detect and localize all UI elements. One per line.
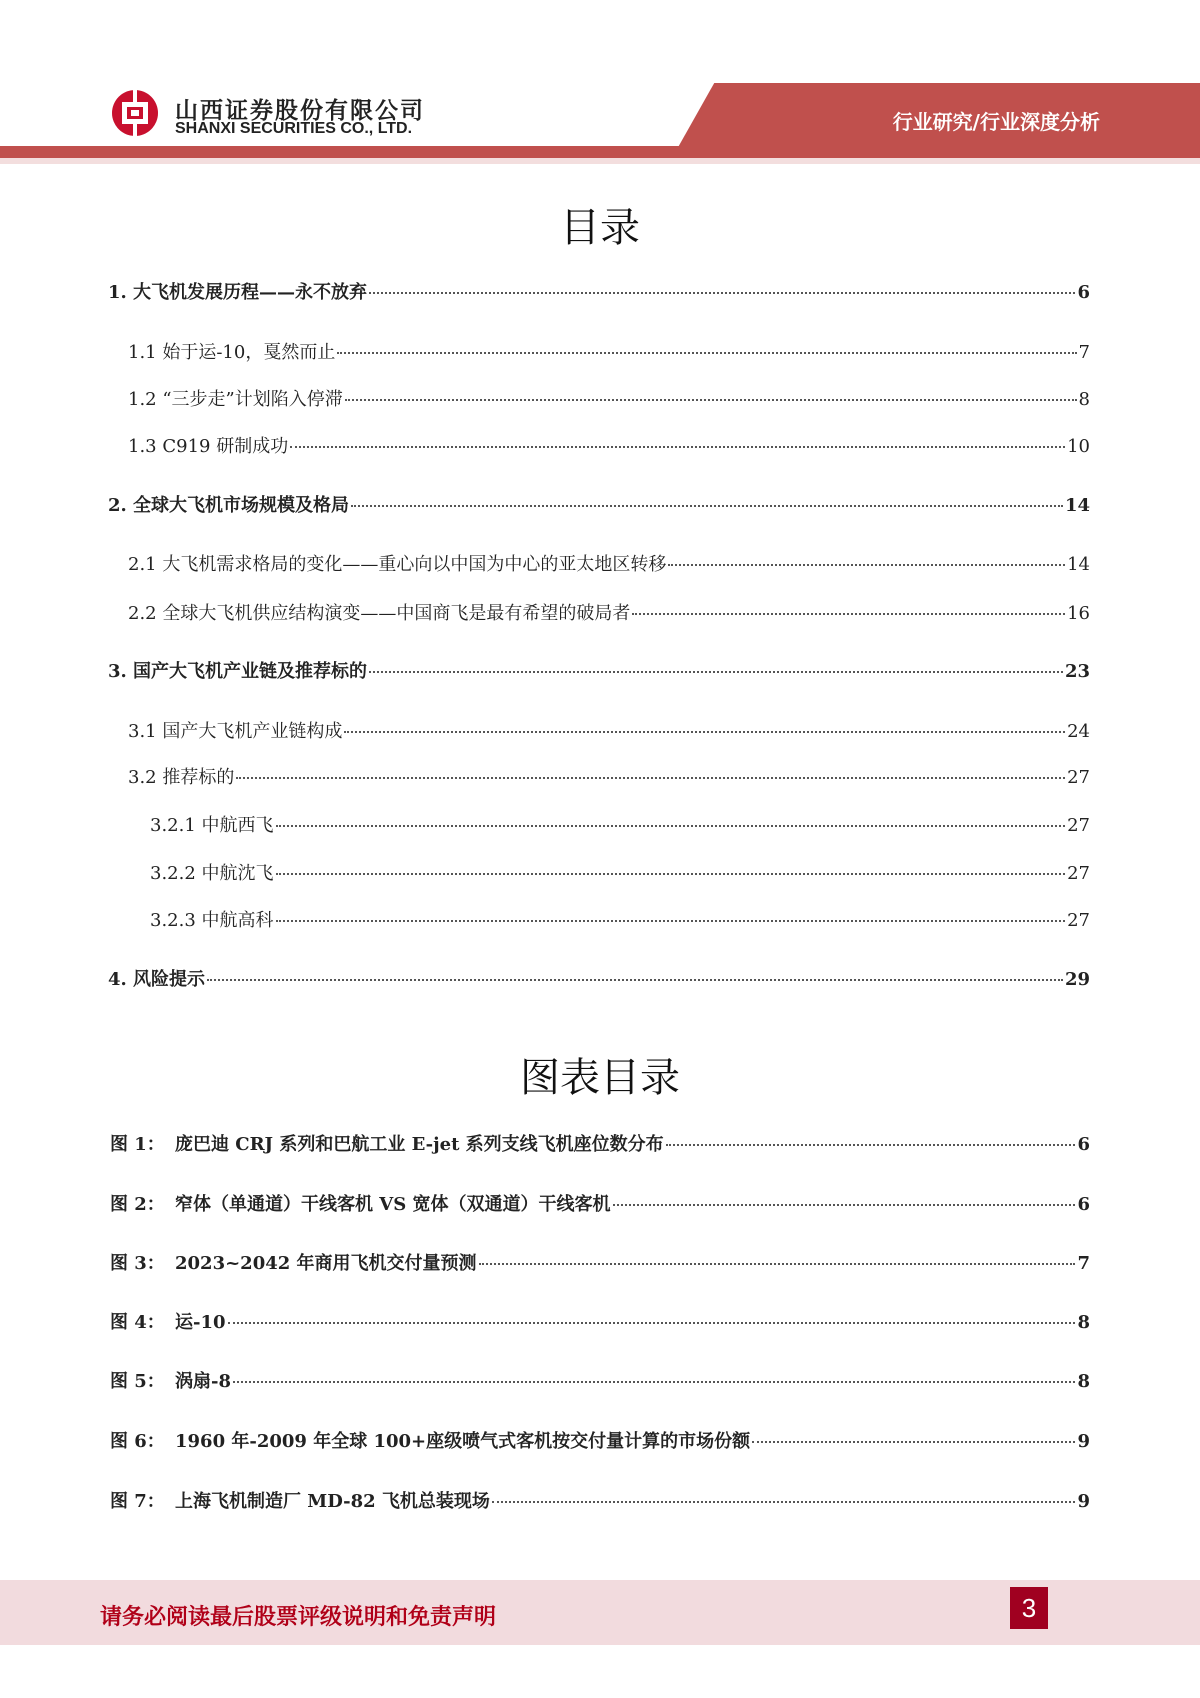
company-name-cn: 山西证券股份有限公司	[175, 98, 425, 124]
figure-label: 涡扇-8	[175, 1371, 231, 1392]
toc-entry-label: 2. 全球大飞机市场规模及格局	[108, 495, 350, 516]
figure-entry[interactable]	[110, 1130, 1090, 1156]
figures-title: 图表目录	[520, 1055, 680, 1101]
leader-dots	[369, 671, 1063, 673]
figure-label: 运-10	[175, 1312, 226, 1333]
leader-dots	[290, 446, 1065, 448]
toc-entry-label: 2.1 大飞机需求格局的变化——重心向以中国为中心的亚太地区转移	[128, 554, 667, 575]
toc-entry-label: 2.2 全球大飞机供应结构演变——中国商飞是最有希望的破局者	[128, 603, 631, 624]
report-category: 行业研究/行业深度分析	[892, 110, 1100, 134]
toc-entry-page: 29	[1064, 969, 1090, 990]
figure-entry[interactable]	[110, 1427, 1090, 1453]
toc-entry-page: 10	[1067, 436, 1090, 457]
figure-entry[interactable]	[110, 1308, 1090, 1334]
toc-title: 目录	[560, 205, 640, 251]
toc-entry-label: 3.2.3 中航高科	[150, 910, 274, 931]
toc-entry[interactable]	[108, 657, 1090, 683]
figure-number: 图 5：	[110, 1371, 165, 1392]
toc-entry-label: 3.2.2 中航沈飞	[150, 863, 274, 884]
figure-number: 图 4：	[110, 1312, 165, 1333]
toc-entry-page: 27	[1067, 815, 1090, 836]
toc-entry-label: 4. 风险提示	[108, 969, 206, 990]
leader-dots	[207, 979, 1063, 981]
leader-dots	[351, 505, 1063, 507]
figure-label: 上海飞机制造厂 MD-82 飞机总装现场	[175, 1491, 490, 1512]
leader-dots	[344, 731, 1065, 733]
leader-dots	[276, 825, 1066, 827]
leader-dots	[666, 1144, 1076, 1146]
toc-entry-page: 24	[1067, 721, 1090, 742]
toc-entry-page: 27	[1067, 767, 1090, 788]
leader-dots	[613, 1204, 1076, 1206]
toc-entry-page: 27	[1067, 910, 1090, 931]
figure-number: 图 2：	[110, 1194, 165, 1215]
toc-entry-page: 27	[1067, 863, 1090, 884]
figure-entry[interactable]	[110, 1367, 1090, 1393]
figure-label: 2023~2042 年商用飞机交付量预测	[175, 1253, 477, 1274]
toc-entry-label: 3. 国产大飞机产业链及推荐标的	[108, 661, 368, 682]
leader-dots	[668, 564, 1065, 566]
header-shadow	[0, 158, 1200, 164]
leader-dots	[228, 1322, 1076, 1324]
footer-disclaimer[interactable]: 请务必阅读最后股票评级说明和免责声明	[100, 1604, 497, 1630]
toc-entry[interactable]	[128, 550, 1090, 576]
leader-dots	[752, 1441, 1075, 1443]
leader-dots	[233, 1381, 1075, 1383]
toc-entry-page: 14	[1067, 554, 1090, 575]
figure-label: 庞巴迪 CRJ 系列和巴航工业 E-jet 系列支线飞机座位数分布	[175, 1134, 664, 1155]
toc-entry[interactable]	[128, 432, 1090, 458]
leader-dots	[345, 399, 1077, 401]
figure-label: 1960 年-2009 年全球 100+座级喷气式客机按交付量计算的市场份额	[175, 1431, 751, 1452]
figure-page: 9	[1077, 1491, 1090, 1512]
toc-entry-label: 3.1 国产大飞机产业链构成	[128, 721, 343, 742]
leader-dots	[492, 1501, 1076, 1503]
figure-page: 6	[1077, 1194, 1090, 1215]
toc-entry-page: 8	[1078, 389, 1090, 410]
figure-page: 8	[1077, 1312, 1090, 1333]
toc-entry[interactable]	[108, 491, 1090, 517]
toc-entry-page: 6	[1077, 282, 1090, 303]
toc-entry[interactable]	[128, 599, 1090, 625]
toc-entry-label: 1.2 “三步走”计划陷入停滞	[128, 389, 343, 410]
toc-entry-page: 23	[1064, 661, 1090, 682]
toc-entry-page: 7	[1078, 342, 1090, 363]
figure-entry[interactable]	[110, 1190, 1090, 1216]
header-band	[0, 146, 1200, 158]
page-number: 3	[1010, 1587, 1048, 1629]
toc-entry[interactable]	[150, 811, 1090, 837]
figure-page: 9	[1077, 1431, 1090, 1452]
figure-number: 图 3：	[110, 1253, 165, 1274]
toc-entry[interactable]	[150, 859, 1090, 885]
figure-number: 图 1：	[110, 1134, 165, 1155]
leader-dots	[632, 613, 1065, 615]
toc-entry[interactable]	[128, 717, 1090, 743]
toc-entry[interactable]	[128, 763, 1090, 789]
toc-entry-page: 16	[1067, 603, 1090, 624]
figure-entry[interactable]	[110, 1487, 1090, 1513]
toc-entry-label: 1. 大飞机发展历程——永不放弃	[108, 282, 368, 303]
leader-dots	[479, 1263, 1076, 1265]
figure-number: 图 6：	[110, 1431, 165, 1452]
leader-dots	[236, 777, 1065, 779]
toc-entry-label: 1.3 C919 研制成功	[128, 436, 289, 457]
company-name-en: SHANXI SECURITIES CO., LTD.	[175, 120, 413, 137]
figure-page: 8	[1077, 1371, 1090, 1392]
figure-entry[interactable]	[110, 1249, 1090, 1275]
toc-entry[interactable]	[128, 338, 1090, 364]
toc-entry-label: 1.1 始于运-10，戛然而止	[128, 342, 336, 363]
leader-dots	[276, 873, 1066, 875]
toc-entry[interactable]	[108, 278, 1090, 304]
leader-dots	[337, 352, 1076, 354]
figure-number: 图 7：	[110, 1491, 165, 1512]
toc-entry-page: 14	[1064, 495, 1090, 516]
figure-page: 7	[1077, 1253, 1090, 1274]
leader-dots	[369, 292, 1075, 294]
company-logo-icon	[110, 88, 160, 138]
figure-page: 6	[1077, 1134, 1090, 1155]
figure-label: 窄体（单通道）干线客机 VS 宽体（双通道）干线客机	[175, 1194, 611, 1215]
leader-dots	[276, 920, 1066, 922]
toc-entry[interactable]	[128, 385, 1090, 411]
toc-entry-label: 3.2.1 中航西飞	[150, 815, 274, 836]
toc-entry-label: 3.2 推荐标的	[128, 767, 235, 788]
toc-entry[interactable]	[150, 906, 1090, 932]
toc-entry[interactable]	[108, 965, 1090, 991]
